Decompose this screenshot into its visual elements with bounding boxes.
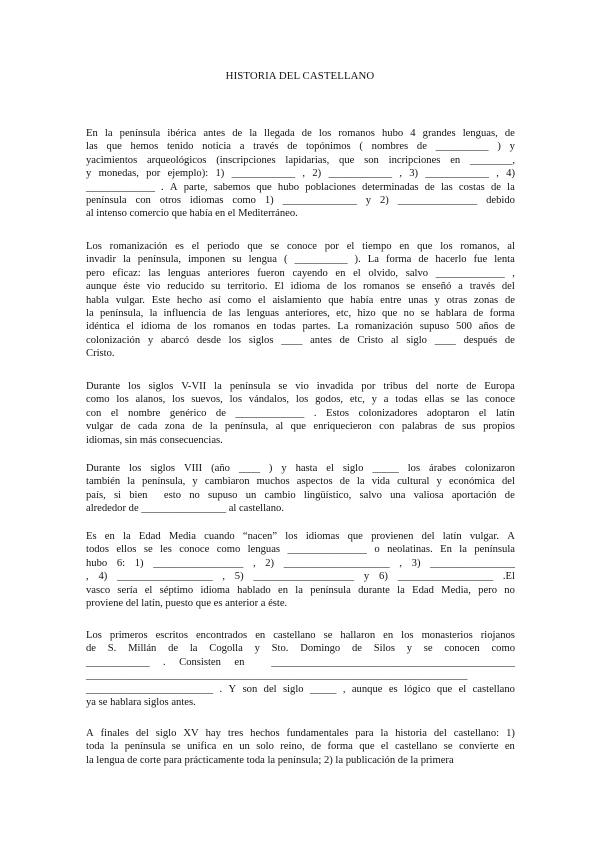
text-line: ________________________ . Y son del siglo _____ , aunque es lógico que el castellano: [86, 683, 515, 695]
page-title: HISTORIA DEL CASTELLANO: [225, 70, 375, 82]
text-line: vasco sería el séptimo idioma hablado en la península durante la Edad Media, pero no: [86, 584, 515, 596]
text-line: vulgar de cada zona de la península, al que enriquecieron con palabras de sus propios: [86, 421, 515, 433]
paragraph-romanization: [86, 240, 515, 361]
text-line: ________________________________________________________________________: [86, 670, 468, 682]
text-line: Los primeros escritos encontrados en castellano se hallaron en los monasterios riojanos: [86, 630, 515, 641]
text-line: A finales del siglo XV hay tres hechos fundamentales para la historia del castellano: 1): [86, 728, 515, 739]
text-line: de S. Millán de la Cogolla y Sto. Domingo de Silos y se conocen como: [86, 643, 515, 655]
text-line: Durante los siglos V-VII la península se vio invadida por tribus del norte de Europa: [86, 381, 515, 392]
paragraph-first-writings: [86, 629, 515, 709]
paragraph-arab-colonization: [86, 462, 515, 516]
text-line: al intenso comercio que había en el Mediterráneo.: [86, 208, 298, 220]
text-line: ____________ . Consisten en ______________________________________________: [86, 656, 515, 668]
text-line: _____________ . A parte, sabemos que hubo poblaciones determinadas de las costas de la: [86, 181, 515, 193]
text-line: hubo 6: 1) _________________ , 2) ____________________ , 3) ________________: [86, 557, 515, 569]
text-line: con el nombre genérico de _____________ . Estos colonizadores adoptaron el latín: [86, 407, 515, 419]
text-line: como los alanos, los suevos, los vándalos, los godos, etc, y a todas ellas se las conoce: [86, 394, 515, 406]
text-line: todos ellos se les conoce como lenguas _______________ o neolatinas. En la península: [86, 544, 515, 556]
text-line: Durante los siglos VIII (año ____ ) y hasta el siglo _____ los árabes colonizaron: [86, 463, 515, 474]
text-line: Cristo.: [86, 348, 115, 360]
text-line: país, si bien esto no supuso un cambio lingüístico, salvo una valiosa aportación de: [86, 489, 515, 501]
text-line: idéntica el idioma de los romanos en todas partes. La romanización supuso 500 años de: [86, 321, 515, 333]
text-line: colonización y abarcó desde los siglos ____ antes de Cristo al siglo ____ después de: [86, 334, 515, 346]
text-line: Los romanización es el periodo que se conoce por el tiempo en que los romanos, al: [86, 241, 515, 252]
text-line: toda la península se unifica en un solo reino, de forma que el castellano se convierte en: [86, 741, 515, 753]
text-line: alrededor de ________________ al castellano.: [86, 503, 284, 515]
text-line: aunque éste vio reducido su territorio. El idioma de los romanos se enseñó a través del: [86, 281, 515, 293]
text-line: pero eficaz: las lenguas anteriores fueron cayendo en el olvido, salvo _____________ ,: [86, 267, 515, 279]
text-line: yacimientos arqueológicos (inscripciones lapidarias, que son incripciones en ________,: [86, 154, 515, 166]
text-line: península con otros idiomas como 1) ______________ y 2) _______________ debido: [86, 194, 515, 206]
text-line: idiomas, sin más consecuencias.: [86, 434, 223, 446]
text-line: las que hemos tenido noticia a través de topónimos ( nombres de __________ ) y: [86, 141, 515, 153]
paragraph-middle-ages: [86, 530, 515, 610]
text-line: la lengua de corte para prácticamente toda la península; 2) la publicación de la primera: [86, 754, 454, 766]
text-line: también la península, y cambiaron muchos aspectos de la vida cultural y económica del: [86, 476, 515, 488]
paragraph-germanic-invasions: [86, 380, 515, 447]
text-line: habla vulgar. Este hecho así como el aislamiento que había entre unas y otras zonas de: [86, 294, 515, 306]
paragraph-pre-roman: [86, 127, 515, 221]
text-line: , 4) __________________ , 5) ___________________ y 6) __________________ .El: [86, 571, 515, 583]
text-line: En la península ibérica antes de la llegada de los romanos hubo 4 grandes lenguas, de: [86, 128, 515, 139]
text-line: proviene del latín, puesto que es anterior a éste.: [86, 597, 288, 609]
text-line: Es en la Edad Media cuando “nacen” los idiomas que provienen del latín vulgar. A: [86, 531, 515, 542]
text-line: la península, la influencia de las lenguas anteriores, etc, hizo que no se hablara de forma: [86, 307, 515, 319]
text-line: invadir la península, imponen su lengua ( __________ ). La forma de hacerlo fue lenta: [86, 254, 515, 266]
text-line: ya se hablara siglos antes.: [86, 696, 196, 708]
paragraph-fifteenth-century: [86, 727, 515, 767]
text-line: y monedas, por ejemplo): 1) ____________ , 2) ____________ , 3) ____________ , 4): [86, 168, 515, 180]
